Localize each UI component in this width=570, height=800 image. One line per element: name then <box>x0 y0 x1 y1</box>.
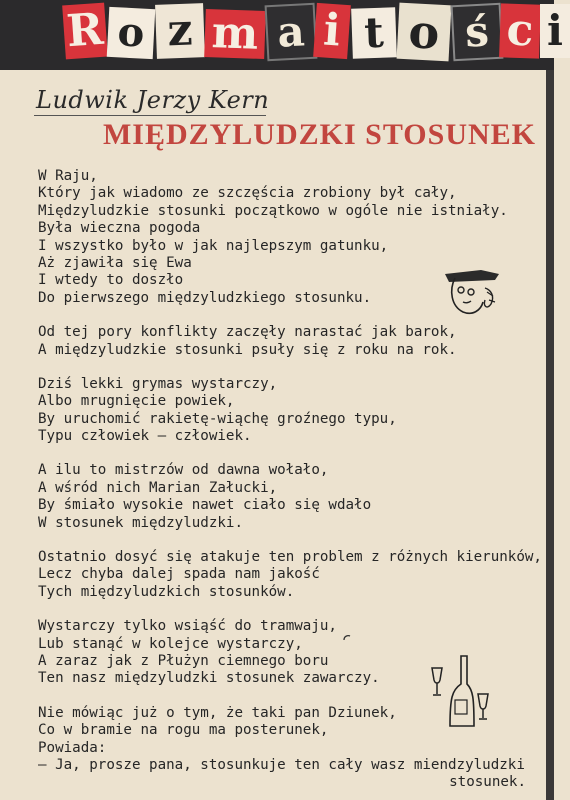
stray-mark-icon <box>342 634 352 642</box>
section-masthead <box>0 0 563 70</box>
poem-line: Do pierwszego międzyludzkiego stosunku. <box>38 289 372 306</box>
poem-line: Aż zjawiła się Ewa <box>38 254 192 271</box>
masthead-letter: m <box>204 9 266 59</box>
masthead-letter: z <box>155 3 205 59</box>
poem-stanza <box>38 324 550 359</box>
poem-line: A wśród nich Marian Załucki, <box>38 479 278 496</box>
poem-line: I wszystko było w jak najlepszym gatunku, <box>38 237 389 254</box>
poem-line: Powiada: <box>38 739 107 756</box>
poem-line: By śmiało wysokie nawet ciało się wdało <box>38 497 372 514</box>
masthead-letter: t <box>351 7 397 59</box>
poem-line: A ilu to mistrzów od dawna wołało, <box>38 462 329 479</box>
masthead-letter: i <box>313 3 351 59</box>
poem-line: Typu człowiek — człowiek. <box>38 428 252 445</box>
poem-line: Nie mówiąc już o tym, że taki pan Dziunek, <box>38 704 397 721</box>
poem-line: Międzyludzkie stosunki początkowo w ogóle nie istniały. <box>38 202 508 219</box>
poem-stanza <box>38 376 550 446</box>
masthead-letter: i <box>540 4 570 58</box>
masthead-letter: c <box>499 3 541 58</box>
article-author: Ludwik Jerzy Kern <box>36 86 270 114</box>
poem-stanza <box>38 462 550 532</box>
masthead-letter: o <box>107 7 156 59</box>
poem-line: Co w bramie na rogu ma posterunek, <box>38 722 329 739</box>
poem-line: Lecz chyba dalej spada nam jakość <box>38 566 320 583</box>
poem-line: Dziś lekki grymas wystarczy, <box>38 375 278 392</box>
author-underline <box>34 115 266 116</box>
poem-final-word: stosunek. <box>449 774 526 791</box>
poem-line: Od tej pory konflikty zaczęły narastać jak barok, <box>38 324 457 341</box>
masthead-letter: ś <box>451 3 504 62</box>
poem-line: By uruchomić rakietę-wiąchę groźnego typu, <box>38 410 397 427</box>
poem-line: A zaraz jak z Płużyn ciemnego boru <box>38 652 329 669</box>
poem-line: Wystarczy tylko wsiąść do tramwaju, <box>38 618 337 635</box>
poem-line: I wtedy to doszło <box>38 272 184 289</box>
poem-line: Lub stanąć w kolejce wystarczy, <box>38 635 303 652</box>
poem-line: W stosunek międzyludzki. <box>38 514 243 531</box>
poem-line: Była wieczna pogoda <box>38 220 201 237</box>
masthead-letter: o <box>397 3 452 62</box>
poem-line: — Ja, prosze pana, stosunkuje ten cały wasz miendzyludzki <box>38 756 525 773</box>
poem-line: Albo mrugnięcie powiek, <box>38 393 235 410</box>
poem-line: Ten nasz międzyludzki stosunek zawarczy. <box>38 670 380 687</box>
masthead-letter: R <box>62 3 108 60</box>
poem-line: Tych międzyludzkich stosunków. <box>38 583 295 600</box>
poem-line: Ostatnio dosyć się atakuje ten problem z różnych kierunków, <box>38 549 542 566</box>
poem-line: A międzyludzkie stosunki psuły się z roku na rok. <box>38 341 457 358</box>
article-title: MIĘDZYLUDZKI STOSUNEK <box>102 118 536 151</box>
poem-line: W Raju, <box>38 168 98 184</box>
masthead-letter: a <box>265 3 318 62</box>
poem-stanza <box>38 549 550 601</box>
poem-line: Który jak wiadomo ze szczęścia zrobiony był cały, <box>38 185 457 202</box>
bottle-glasses-icon <box>428 654 498 730</box>
face-doodle-icon <box>441 266 503 318</box>
